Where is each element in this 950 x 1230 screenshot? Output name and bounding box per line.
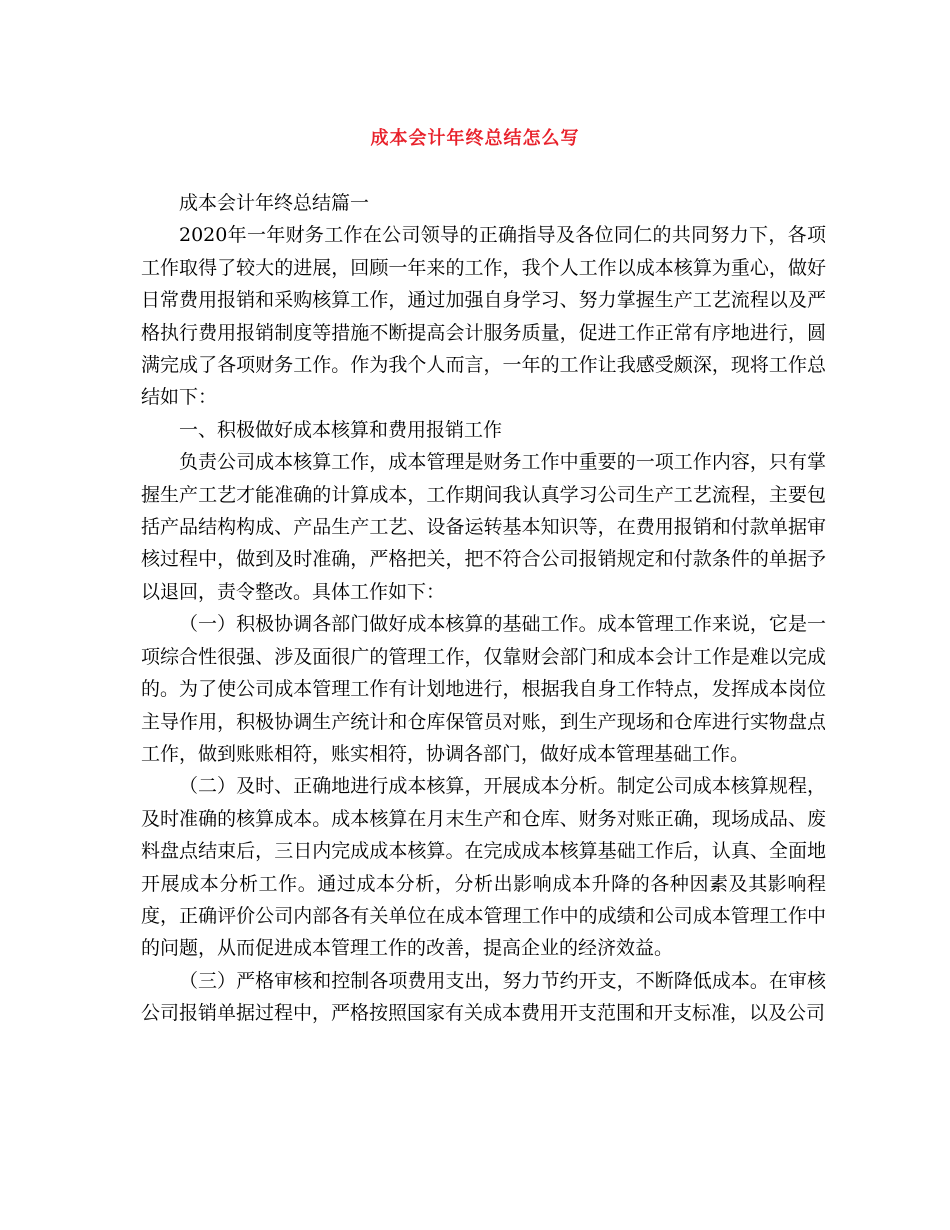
document-body bbox=[141, 187, 826, 1030]
paragraph: 2020年一年财务工作在公司领导的正确指导及各位同仁的共同努力下，各项工作取得了较大的进展，回顾一年来的工作，我个人工作以成本核算为重心，做好日常费用报销和采购核算工作，通过加强自身学习、努力掌握生产工艺流程以及严格执行费用报销制度等措施不断提高会计服务质量，促进工作正常有序地进行，圆满完成了各项财务工作。作为我个人而言，一年的工作让我感受颇深，现将工作总结如下： bbox=[141, 224, 826, 409]
paragraph: （二）及时、正确地进行成本核算，开展成本分析。制定公司成本核算规程，及时准确的核算成本。成本核算在月末生产和仓库、财务对账正确，现场成品、废料盘点结束后，三日内完成成本核算。在完成成本核算基础工作后，认真、全面地开展成本分析工作。通过成本分析，分析出影响成本升降的各种因素及其影响程度，正确评价公司内部各有关单位在成本管理工作中的成绩和公司成本管理工作中的问题，从而促进成本管理工作的改善，提高企业的经济效益。 bbox=[141, 775, 826, 960]
section-heading: 成本会计年终总结篇一 bbox=[179, 192, 370, 214]
document-title: 成本会计年终总结怎么写 bbox=[370, 128, 580, 149]
section-heading: 一、积极做好成本核算和费用报销工作 bbox=[179, 418, 503, 441]
paragraph: 负责公司成本核算工作，成本管理是财务工作中重要的一项工作内容，只有掌握生产工艺才能准确的计算成本，工作期间我认真学习公司生产工艺流程，主要包括产品结构构成、产品生产工艺、设备运转基本知识等，在费用报销和付款单据审核过程中，做到及时准确，严格把关，把不符合公司报销规定和付款条件的单据予以退回，责令整改。具体工作如下： bbox=[141, 451, 826, 603]
paragraph: （一）积极协调各部门做好成本核算的基础工作。成本管理工作来说，它是一项综合性很强、涉及面很广的管理工作，仅靠财会部门和成本会计工作是难以完成的。为了使公司成本管理工作有计划地进行，根据我自身工作特点，发挥成本岗位主导作用，积极协调生产统计和仓库保管员对账，到生产现场和仓库进行实物盘点工作，做到账账相符，账实相符，协调各部门，做好成本管理基础工作。 bbox=[141, 613, 826, 765]
paragraph: （三）严格审核和控制各项费用支出，努力节约开支，不断降低成本。在审核公司报销单据过程中，严格按照国家有关成本费用开支范围和开支标准，以及公司 bbox=[141, 969, 826, 1025]
